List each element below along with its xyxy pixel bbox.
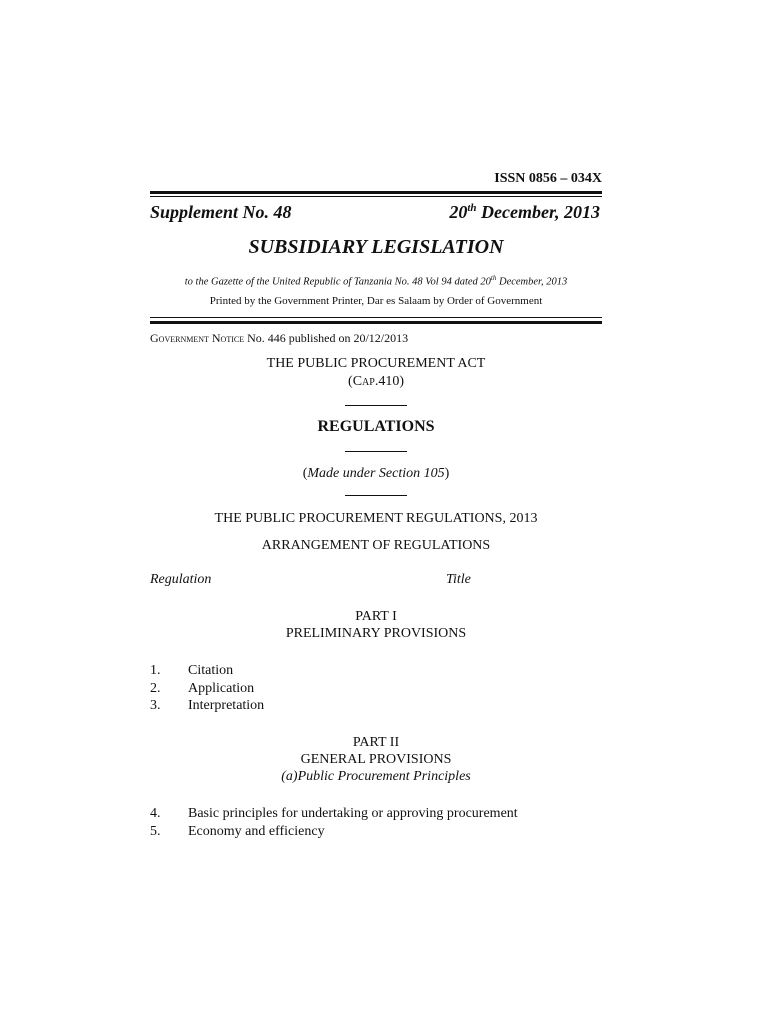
notice-text: No. 446 published on 20/12/2013 — [244, 331, 409, 345]
item-label: Interpretation — [188, 698, 265, 713]
item-number: 2. — [150, 681, 161, 696]
supplement-number: Supplement No. 48 — [150, 202, 292, 222]
item-label: Citation — [188, 663, 234, 678]
item-label: Economy and efficiency — [188, 824, 325, 839]
item-number: 1. — [150, 663, 161, 678]
regulations-heading: REGULATIONS — [317, 418, 435, 435]
item-label: Basic principles for undertaking or approving procurement — [188, 806, 518, 821]
cap-label: Cap — [352, 374, 375, 389]
government-notice — [150, 331, 408, 346]
regulations-full-title: THE PUBLIC PROCUREMENT REGULATIONS, 2013 — [214, 511, 538, 526]
gazette-date-rest: December, 2013 — [496, 276, 568, 288]
act-chapter — [150, 374, 602, 390]
column-title: Title — [446, 572, 471, 587]
supplement-date — [449, 202, 600, 223]
list-item — [150, 698, 264, 714]
act-name: THE PUBLIC PROCUREMENT ACT — [266, 356, 486, 371]
item-number: 5. — [150, 824, 161, 839]
part1-title: PRELIMINARY PROVISIONS — [285, 626, 467, 641]
part1-heading: PART I — [355, 609, 397, 624]
list-item — [150, 806, 518, 822]
part2-subheading: (a)Public Procurement Principles — [281, 769, 471, 784]
divider-3 — [150, 486, 602, 504]
item-label: Application — [188, 681, 255, 696]
document-title: SUBSIDIARY LEGISLATION — [248, 236, 504, 258]
gazette-reference — [150, 274, 602, 288]
divider-1 — [150, 396, 602, 414]
date-rest: December, 2013 — [476, 202, 600, 222]
header-rule-top-thin — [150, 196, 602, 197]
header-rule-bottom-thick — [150, 321, 602, 324]
divider-2 — [150, 442, 602, 460]
date-suffix: th — [467, 202, 477, 214]
column-regulation: Regulation — [150, 572, 212, 587]
made-open: ( — [302, 466, 308, 481]
made-close: ) — [444, 466, 450, 481]
notice-label: Government Notice — [150, 331, 245, 345]
list-item — [150, 663, 233, 679]
date-day: 20 — [449, 202, 468, 222]
header-rule-bottom-thin — [150, 317, 602, 318]
header-rule-top-thick — [150, 191, 602, 194]
cap-rest: .410) — [374, 374, 404, 389]
gazette-suffix: th — [490, 274, 497, 282]
item-number: 4. — [150, 806, 161, 821]
issn-number: ISSN 0856 – 034X — [494, 171, 602, 186]
printer-line: Printed by the Government Printer, Dar es Salaam by Order of Government — [209, 295, 543, 307]
part2-heading: PART II — [352, 735, 400, 750]
gazette-text: to the Gazette of the United Republic of Tanzania No. 48 Vol 94 dated 20 — [184, 276, 491, 288]
list-item — [150, 824, 325, 840]
list-item — [150, 681, 254, 697]
made-text: Made under Section 105 — [307, 466, 445, 481]
cap-open: ( — [348, 374, 353, 389]
part2-title: GENERAL PROVISIONS — [300, 752, 452, 767]
enabling-section — [150, 466, 602, 482]
arrangement-heading: ARRANGEMENT OF REGULATIONS — [261, 538, 491, 553]
item-number: 3. — [150, 698, 161, 713]
